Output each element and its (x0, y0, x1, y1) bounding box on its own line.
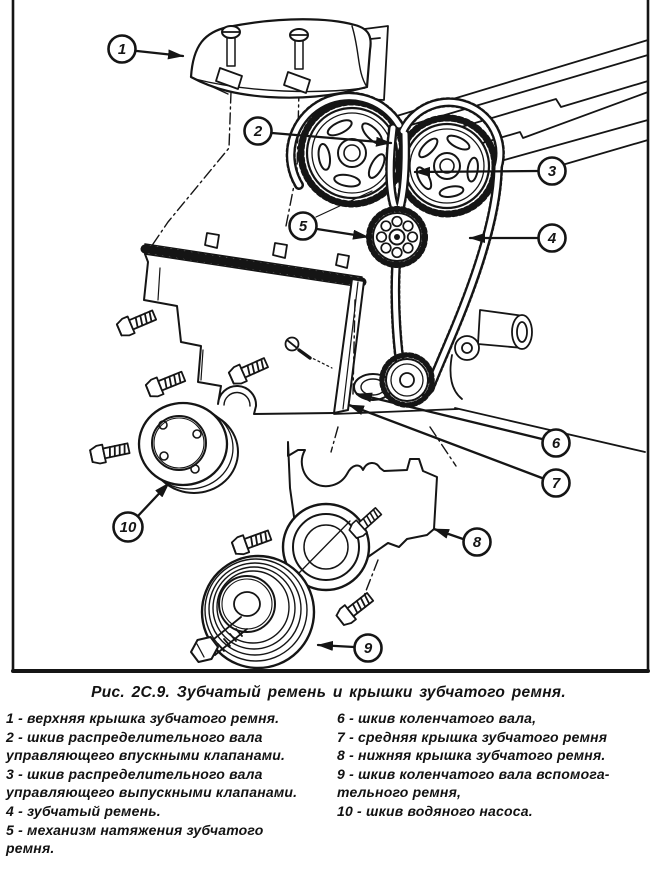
crankshaft-aux-pulley (191, 556, 314, 668)
callout-4 (539, 225, 566, 252)
callout-5 (290, 213, 317, 240)
legend-line: тельного ремня, (337, 784, 462, 801)
svg-text:4: 4 (547, 230, 557, 247)
lower-timing-cover (283, 442, 437, 590)
legend-line: 2 - шкив распределительного вала (6, 728, 263, 745)
callout-7 (543, 470, 570, 497)
legend-line: 8 - нижняя крышка зубчатого ремня. (337, 747, 606, 764)
svg-text:7: 7 (551, 475, 561, 492)
callout-3 (539, 158, 566, 185)
figure-caption: Рис. 2С.9. Зубчатый ремень и крышки зубчатого ремня. (91, 684, 566, 701)
legend-line: 9 - шкив коленчатого вала вспомога- (337, 765, 610, 782)
legend-line: 10 - шкив водяного насоса. (337, 802, 533, 819)
callout-1 (109, 36, 136, 63)
callout-2 (245, 118, 272, 145)
svg-text:9: 9 (363, 640, 373, 657)
crankshaft-sprocket (354, 355, 432, 405)
legend-column-left (6, 709, 332, 858)
callout-6 (543, 430, 570, 457)
callout-8 (464, 529, 491, 556)
belt-tensioner (369, 209, 425, 265)
camshaft-sprocket-exhaust (399, 118, 495, 214)
legend-column-right (337, 709, 653, 821)
legend-line: ремня. (6, 840, 55, 857)
legend-line: 5 - механизм натяжения зубчатого (6, 821, 264, 838)
svg-text:5: 5 (298, 218, 308, 235)
callout-9 (355, 635, 382, 662)
svg-text:2: 2 (253, 123, 263, 140)
legend-line: 7 - средняя крышка зубчатого ремня (337, 728, 608, 745)
water-pump-pulley (139, 403, 238, 493)
upper-timing-cover (191, 19, 371, 97)
legend-line: 4 - зубчатый ремень. (6, 802, 161, 819)
legend-line: 3 - шкив распределительного вала (6, 765, 263, 782)
svg-text:6: 6 (551, 435, 561, 452)
middle-timing-cover (144, 233, 364, 414)
svg-text:8: 8 (472, 534, 482, 551)
legend-line: 1 - верхняя крышка зубчатого ремня. (6, 710, 280, 726)
callout-10 (114, 513, 143, 542)
svg-text:1: 1 (117, 41, 127, 58)
legend-line: управляющего выпускными клапанами. (6, 784, 298, 801)
svg-text:3: 3 (547, 163, 557, 180)
legend-line: 6 - шкив коленчатого вала, (337, 710, 537, 726)
svg-text:10: 10 (119, 519, 137, 536)
legend-line: управляющего впускными клапанами. (6, 747, 286, 764)
small-screw (286, 338, 333, 369)
